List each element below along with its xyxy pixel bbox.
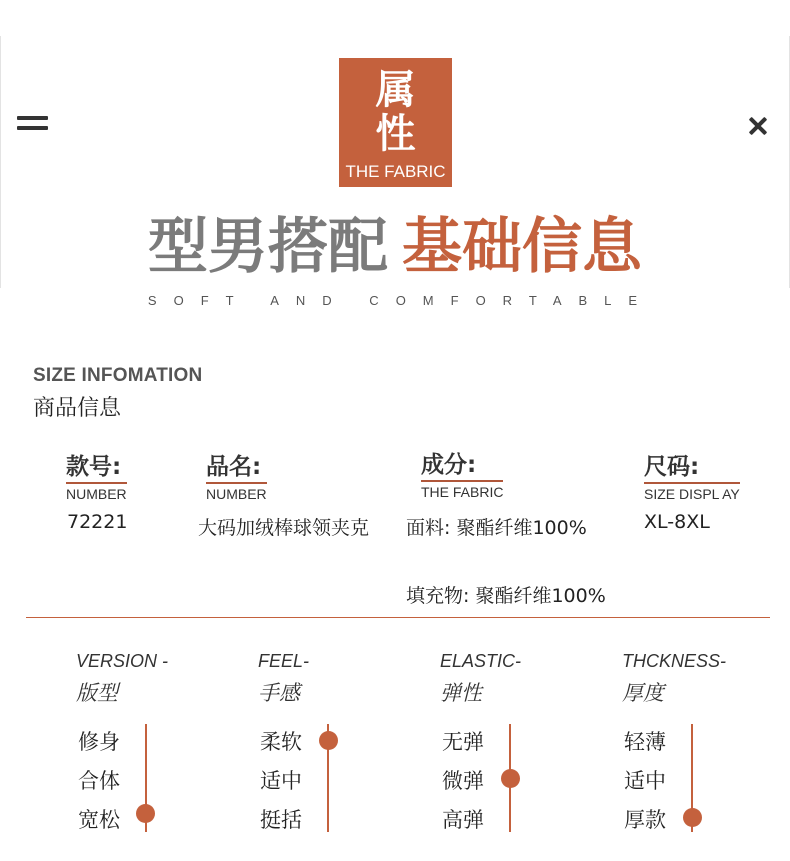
field-number-sub: NUMBER	[66, 482, 127, 502]
attr-version-title-en: VERSION -	[76, 651, 169, 671]
logo-char-1: 属	[375, 67, 416, 113]
attr-thickness-option-2: 适中	[624, 769, 666, 793]
field-number-value: 72221	[67, 511, 128, 533]
field-name	[206, 452, 267, 502]
attr-feel-option-2: 适中	[260, 769, 302, 793]
logo-char-2: 性	[375, 111, 416, 157]
field-size-label: 尺码:	[644, 454, 700, 480]
attr-elastic-title-zh: 弹性	[440, 681, 482, 705]
logo-caption: THE FABRIC	[345, 162, 446, 181]
attr-elastic-indicator	[501, 769, 520, 788]
close-icon[interactable]	[744, 112, 772, 140]
field-number-label: 款号:	[66, 454, 122, 480]
attr-feel-indicator	[319, 731, 338, 750]
attr-version-option-1: 修身	[78, 730, 120, 754]
attr-thickness-title-en: THCKNESS-	[622, 651, 727, 671]
attr-elastic-title-en: ELASTIC-	[440, 651, 522, 671]
attr-version-title-zh: 版型	[76, 681, 118, 705]
field-fabric-label: 成分:	[421, 452, 477, 478]
field-size-value: XL-8XL	[644, 511, 710, 533]
field-name-value: 大码加绒棒球领夹克	[198, 517, 370, 539]
attr-feel-option-1: 柔软	[260, 730, 302, 754]
attr-thickness-option-3: 厚款	[624, 808, 666, 832]
attr-elastic-option-2: 微弹	[442, 769, 484, 793]
attr-thickness-option-1: 轻薄	[624, 730, 666, 754]
attr-thickness-title-zh: 厚度	[622, 681, 664, 705]
section-divider	[26, 617, 770, 618]
field-size-sub: SIZE DISPL AY	[644, 482, 740, 502]
attr-version-option-3: 宽松	[78, 808, 120, 832]
field-fabric-value: 面料: 聚酯纤维100%	[406, 517, 587, 539]
menu-icon[interactable]	[17, 116, 49, 136]
field-name-sub: NUMBER	[206, 482, 267, 502]
fabric-logo	[339, 58, 452, 187]
attr-elastic-option-1: 无弹	[442, 730, 484, 754]
section-title-en: SIZE INFOMATION	[33, 365, 203, 386]
section-title-zh: 商品信息	[33, 396, 122, 421]
attr-thickness-indicator	[683, 808, 702, 827]
attr-version-option-2: 合体	[78, 769, 120, 793]
attr-feel-option-3: 挺括	[260, 808, 302, 832]
field-number	[66, 452, 127, 502]
tagline: SOFT AND COMFORTABLE	[147, 293, 655, 308]
attr-elastic-option-3: 高弹	[442, 808, 484, 832]
page-title-gray: 型男搭配	[148, 212, 388, 282]
field-fabric-sub: THE FABRIC	[421, 480, 503, 500]
field-name-label: 品名:	[206, 454, 262, 480]
field-fabric	[421, 450, 503, 500]
page-title-accent: 基础信息	[402, 212, 642, 282]
field-fabric-value-2: 填充物: 聚酯纤维100%	[406, 585, 606, 607]
field-size	[644, 452, 740, 502]
attr-feel-title-zh: 手感	[258, 681, 300, 705]
attr-feel-title-en: FEEL-	[258, 651, 310, 671]
attr-version-indicator	[136, 804, 155, 823]
page-title	[0, 210, 790, 284]
